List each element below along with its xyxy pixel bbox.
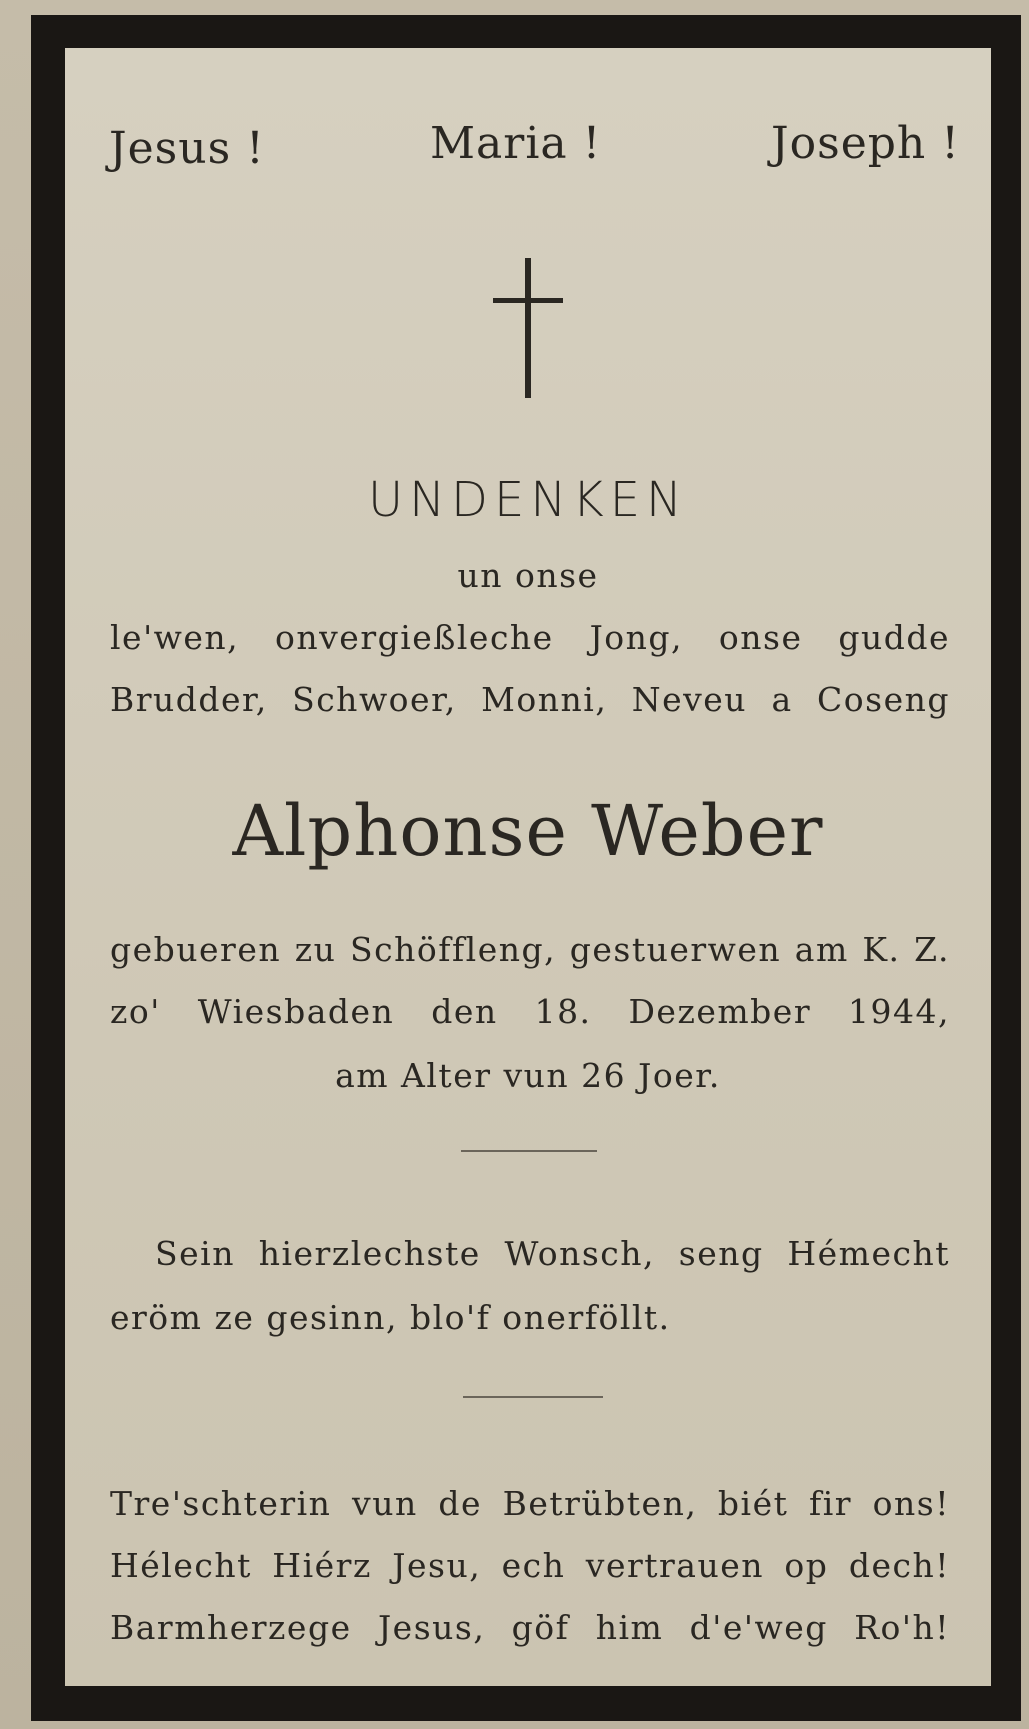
memorial-card xyxy=(65,48,991,1686)
prayer-line-2: Hélecht Hiérz Jesu, ech vertrauen op dech! xyxy=(110,1546,950,1585)
relations-line-1: le'wen, onvergießleche Jong, onse gudde xyxy=(110,618,950,657)
birth-death-line-3: am Alter vun 26 Joer. xyxy=(335,1056,721,1095)
deceased-name: Alphonse Weber xyxy=(232,790,824,872)
relations-line-2: Brudder, Schwoer, Monni, Neveu a Coseng xyxy=(110,680,950,719)
birth-death-line-1: gebueren zu Schöffleng, gestuerwen am K. Z. xyxy=(110,930,950,969)
invocation-joseph: Joseph ! xyxy=(771,118,960,169)
heading: UNDENKEN xyxy=(368,472,688,528)
wish-line-2: eröm ze gesinn, blo'f onerföllt. xyxy=(110,1298,671,1337)
latin-cross-icon xyxy=(493,258,563,398)
invocation-maria: Maria ! xyxy=(430,118,602,169)
wish-line-1: Sein hierzlechste Wonsch, seng Hémecht xyxy=(155,1234,950,1273)
divider-rule xyxy=(461,1150,597,1152)
prayer-line-3: Barmherzege Jesus, göf him d'e'weg Ro'h! xyxy=(110,1608,950,1647)
invocation-jesus: Jesus ! xyxy=(109,123,265,174)
divider-rule xyxy=(463,1396,603,1398)
prayer-line-1: Tre'schterin vun de Betrübten, biét fir ons! xyxy=(110,1484,950,1523)
intro-line: un onse xyxy=(457,556,599,595)
birth-death-line-2: zo' Wiesbaden den 18. Dezember 1944, xyxy=(110,992,950,1031)
